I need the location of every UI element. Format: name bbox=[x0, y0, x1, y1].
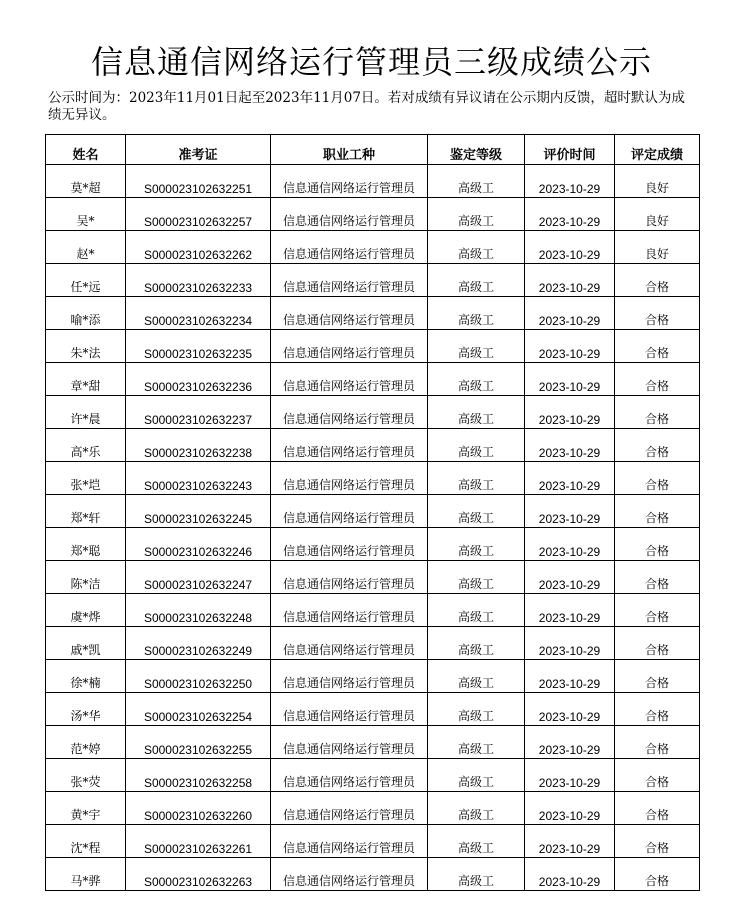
grade-cell: 合格 bbox=[615, 726, 700, 759]
level-cell: 高级工 bbox=[428, 627, 525, 660]
job-cell: 信息通信网络运行管理员 bbox=[271, 660, 428, 693]
grade-cell: 合格 bbox=[615, 528, 700, 561]
job-cell: 信息通信网络运行管理员 bbox=[271, 561, 428, 594]
table-row bbox=[46, 231, 700, 264]
table-row bbox=[46, 429, 700, 462]
job-cell: 信息通信网络运行管理员 bbox=[271, 231, 428, 264]
results-table bbox=[45, 134, 700, 891]
name-cell: 莫*超 bbox=[46, 165, 126, 198]
level-cell: 高级工 bbox=[428, 792, 525, 825]
date-cell: 2023-10-29 bbox=[525, 165, 615, 198]
grade-cell: 合格 bbox=[615, 627, 700, 660]
job-cell: 信息通信网络运行管理员 bbox=[271, 528, 428, 561]
level-cell: 高级工 bbox=[428, 858, 525, 891]
level-cell: 高级工 bbox=[428, 462, 525, 495]
date-cell: 2023-10-29 bbox=[525, 264, 615, 297]
level-cell: 高级工 bbox=[428, 396, 525, 429]
exam-id-cell: S000023102632233 bbox=[126, 264, 271, 297]
job-cell: 信息通信网络运行管理员 bbox=[271, 858, 428, 891]
job-cell: 信息通信网络运行管理员 bbox=[271, 429, 428, 462]
grade-cell: 合格 bbox=[615, 264, 700, 297]
date-cell: 2023-10-29 bbox=[525, 561, 615, 594]
name-cell: 黄*宇 bbox=[46, 792, 126, 825]
table-row bbox=[46, 462, 700, 495]
date-cell: 2023-10-29 bbox=[525, 297, 615, 330]
grade-cell: 合格 bbox=[615, 495, 700, 528]
name-cell: 戚*凯 bbox=[46, 627, 126, 660]
job-cell: 信息通信网络运行管理员 bbox=[271, 627, 428, 660]
table-row bbox=[46, 330, 700, 363]
grade-cell: 合格 bbox=[615, 693, 700, 726]
table-row bbox=[46, 660, 700, 693]
exam-id-cell: S000023102632254 bbox=[126, 693, 271, 726]
name-cell: 徐*楠 bbox=[46, 660, 126, 693]
table-row bbox=[46, 396, 700, 429]
header-row bbox=[46, 135, 700, 165]
job-cell: 信息通信网络运行管理员 bbox=[271, 825, 428, 858]
date-cell: 2023-10-29 bbox=[525, 495, 615, 528]
date-cell: 2023-10-29 bbox=[525, 528, 615, 561]
exam-id-cell: S000023102632249 bbox=[126, 627, 271, 660]
exam-id-cell: S000023102632250 bbox=[126, 660, 271, 693]
page-title: 信息通信网络运行管理员三级成绩公示 bbox=[90, 43, 652, 81]
exam-id-cell: S000023102632238 bbox=[126, 429, 271, 462]
header-grade: 评定成绩 bbox=[615, 135, 700, 165]
job-cell: 信息通信网络运行管理员 bbox=[271, 594, 428, 627]
grade-cell: 合格 bbox=[615, 297, 700, 330]
date-cell: 2023-10-29 bbox=[525, 462, 615, 495]
table-row bbox=[46, 594, 700, 627]
table-row bbox=[46, 363, 700, 396]
date-cell: 2023-10-29 bbox=[525, 693, 615, 726]
job-cell: 信息通信网络运行管理员 bbox=[271, 495, 428, 528]
exam-id-cell: S000023102632234 bbox=[126, 297, 271, 330]
level-cell: 高级工 bbox=[428, 198, 525, 231]
name-cell: 陈*洁 bbox=[46, 561, 126, 594]
exam-id-cell: S000023102632260 bbox=[126, 792, 271, 825]
exam-id-cell: S000023102632243 bbox=[126, 462, 271, 495]
header-job: 职业工种 bbox=[271, 135, 428, 165]
table-row bbox=[46, 198, 700, 231]
table-row bbox=[46, 858, 700, 891]
job-cell: 信息通信网络运行管理员 bbox=[271, 363, 428, 396]
level-cell: 高级工 bbox=[428, 528, 525, 561]
date-cell: 2023-10-29 bbox=[525, 660, 615, 693]
table-row bbox=[46, 627, 700, 660]
table-row bbox=[46, 264, 700, 297]
grade-cell: 合格 bbox=[615, 429, 700, 462]
date-cell: 2023-10-29 bbox=[525, 825, 615, 858]
date-cell: 2023-10-29 bbox=[525, 231, 615, 264]
name-cell: 汤*华 bbox=[46, 693, 126, 726]
exam-id-cell: S000023102632237 bbox=[126, 396, 271, 429]
job-cell: 信息通信网络运行管理员 bbox=[271, 462, 428, 495]
name-cell: 许*晨 bbox=[46, 396, 126, 429]
level-cell: 高级工 bbox=[428, 264, 525, 297]
level-cell: 高级工 bbox=[428, 363, 525, 396]
job-cell: 信息通信网络运行管理员 bbox=[271, 330, 428, 363]
exam-id-cell: S000023102632247 bbox=[126, 561, 271, 594]
level-cell: 高级工 bbox=[428, 660, 525, 693]
header-level: 鉴定等级 bbox=[428, 135, 525, 165]
grade-cell: 良好 bbox=[615, 165, 700, 198]
name-cell: 马*骅 bbox=[46, 858, 126, 891]
table-row bbox=[46, 726, 700, 759]
job-cell: 信息通信网络运行管理员 bbox=[271, 198, 428, 231]
header-exam-id: 准考证 bbox=[126, 135, 271, 165]
name-cell: 高*乐 bbox=[46, 429, 126, 462]
level-cell: 高级工 bbox=[428, 429, 525, 462]
grade-cell: 合格 bbox=[615, 363, 700, 396]
date-cell: 2023-10-29 bbox=[525, 759, 615, 792]
date-cell: 2023-10-29 bbox=[525, 627, 615, 660]
level-cell: 高级工 bbox=[428, 561, 525, 594]
grade-cell: 合格 bbox=[615, 330, 700, 363]
level-cell: 高级工 bbox=[428, 726, 525, 759]
table-row bbox=[46, 693, 700, 726]
exam-id-cell: S000023102632261 bbox=[126, 825, 271, 858]
level-cell: 高级工 bbox=[428, 231, 525, 264]
notice-text: 公示时间为：2023年11月01日起至2023年11月07日。若对成绩有异议请在公示期内反馈，超时默认为成绩无异议。 bbox=[48, 90, 685, 123]
level-cell: 高级工 bbox=[428, 297, 525, 330]
grade-cell: 合格 bbox=[615, 660, 700, 693]
job-cell: 信息通信网络运行管理员 bbox=[271, 726, 428, 759]
table-row bbox=[46, 792, 700, 825]
date-cell: 2023-10-29 bbox=[525, 594, 615, 627]
grade-cell: 良好 bbox=[615, 231, 700, 264]
grade-cell: 合格 bbox=[615, 462, 700, 495]
exam-id-cell: S000023102632245 bbox=[126, 495, 271, 528]
exam-id-cell: S000023102632248 bbox=[126, 594, 271, 627]
name-cell: 沈*程 bbox=[46, 825, 126, 858]
table-row bbox=[46, 825, 700, 858]
table-body bbox=[46, 165, 700, 891]
table-row bbox=[46, 495, 700, 528]
name-cell: 虞*烨 bbox=[46, 594, 126, 627]
name-cell: 赵* bbox=[46, 231, 126, 264]
name-cell: 郑*轩 bbox=[46, 495, 126, 528]
header-date: 评价时间 bbox=[525, 135, 615, 165]
name-cell: 范*婷 bbox=[46, 726, 126, 759]
job-cell: 信息通信网络运行管理员 bbox=[271, 396, 428, 429]
table-row bbox=[46, 528, 700, 561]
exam-id-cell: S000023102632246 bbox=[126, 528, 271, 561]
level-cell: 高级工 bbox=[428, 495, 525, 528]
date-cell: 2023-10-29 bbox=[525, 792, 615, 825]
grade-cell: 合格 bbox=[615, 561, 700, 594]
level-cell: 高级工 bbox=[428, 330, 525, 363]
grade-cell: 合格 bbox=[615, 825, 700, 858]
date-cell: 2023-10-29 bbox=[525, 330, 615, 363]
level-cell: 高级工 bbox=[428, 693, 525, 726]
exam-id-cell: S000023102632263 bbox=[126, 858, 271, 891]
exam-id-cell: S000023102632255 bbox=[126, 726, 271, 759]
exam-id-cell: S000023102632236 bbox=[126, 363, 271, 396]
date-cell: 2023-10-29 bbox=[525, 198, 615, 231]
name-cell: 郑*聪 bbox=[46, 528, 126, 561]
level-cell: 高级工 bbox=[428, 825, 525, 858]
table-row bbox=[46, 297, 700, 330]
date-cell: 2023-10-29 bbox=[525, 363, 615, 396]
grade-cell: 合格 bbox=[615, 792, 700, 825]
job-cell: 信息通信网络运行管理员 bbox=[271, 792, 428, 825]
name-cell: 章*甜 bbox=[46, 363, 126, 396]
exam-id-cell: S000023102632262 bbox=[126, 231, 271, 264]
exam-id-cell: S000023102632258 bbox=[126, 759, 271, 792]
name-cell: 朱*法 bbox=[46, 330, 126, 363]
name-cell: 吴* bbox=[46, 198, 126, 231]
date-cell: 2023-10-29 bbox=[525, 726, 615, 759]
table-row bbox=[46, 561, 700, 594]
date-cell: 2023-10-29 bbox=[525, 396, 615, 429]
table-row bbox=[46, 165, 700, 198]
job-cell: 信息通信网络运行管理员 bbox=[271, 264, 428, 297]
name-cell: 张*垲 bbox=[46, 462, 126, 495]
job-cell: 信息通信网络运行管理员 bbox=[271, 693, 428, 726]
date-cell: 2023-10-29 bbox=[525, 858, 615, 891]
grade-cell: 合格 bbox=[615, 759, 700, 792]
job-cell: 信息通信网络运行管理员 bbox=[271, 165, 428, 198]
exam-id-cell: S000023102632235 bbox=[126, 330, 271, 363]
exam-id-cell: S000023102632251 bbox=[126, 165, 271, 198]
table-header bbox=[46, 135, 700, 165]
level-cell: 高级工 bbox=[428, 759, 525, 792]
grade-cell: 合格 bbox=[615, 858, 700, 891]
grade-cell: 良好 bbox=[615, 198, 700, 231]
job-cell: 信息通信网络运行管理员 bbox=[271, 297, 428, 330]
name-cell: 喻*添 bbox=[46, 297, 126, 330]
name-cell: 任*远 bbox=[46, 264, 126, 297]
name-cell: 张*荧 bbox=[46, 759, 126, 792]
job-cell: 信息通信网络运行管理员 bbox=[271, 759, 428, 792]
header-name: 姓名 bbox=[46, 135, 126, 165]
level-cell: 高级工 bbox=[428, 165, 525, 198]
table-row bbox=[46, 759, 700, 792]
exam-id-cell: S000023102632257 bbox=[126, 198, 271, 231]
date-cell: 2023-10-29 bbox=[525, 429, 615, 462]
level-cell: 高级工 bbox=[428, 594, 525, 627]
grade-cell: 合格 bbox=[615, 396, 700, 429]
grade-cell: 合格 bbox=[615, 594, 700, 627]
